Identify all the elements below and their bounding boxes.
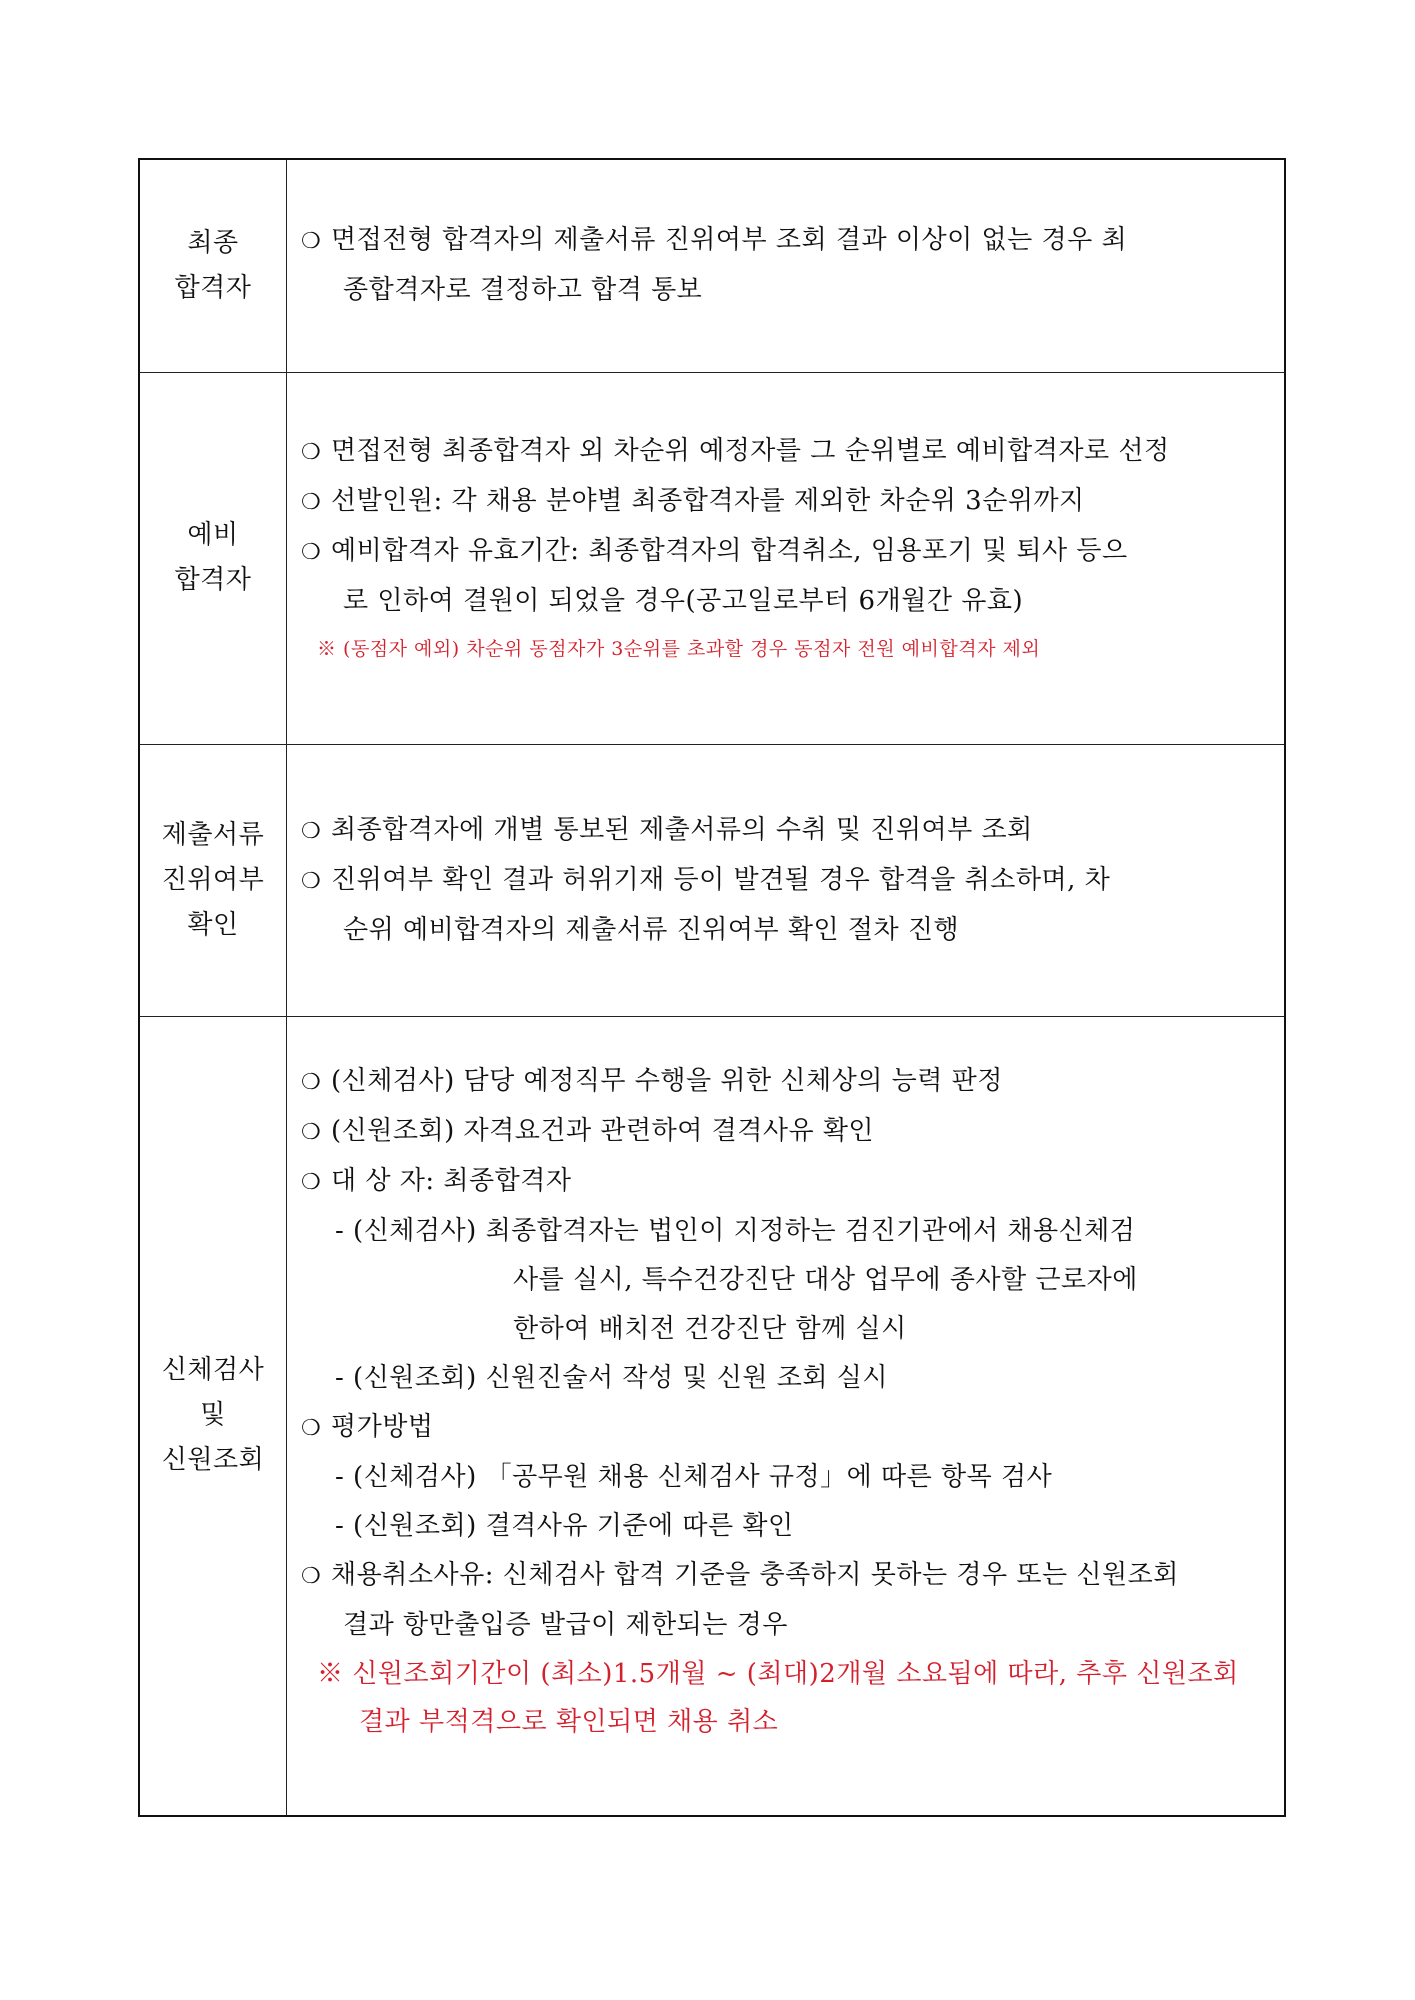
note-text: ※ (동점자 예외) 차순위 동점자가 3순위를 초과할 경우 동점자 전원 예비합격자 제외: [317, 637, 1041, 660]
text: 면접전형 합격자의 제출서류 진위여부 조회 결과 이상이 없는 경우 최: [331, 225, 1128, 256]
bullet-icon: ❍: [301, 1170, 322, 1196]
text: 평가방법: [331, 1412, 434, 1443]
row-label-document-check: [139, 744, 287, 1016]
bullet-icon: ❍: [301, 1070, 322, 1096]
label-line: 신체검사: [161, 1355, 265, 1386]
bullet-icon: ❍: [301, 1564, 322, 1590]
row-content-reserve: [287, 372, 1286, 744]
bullet-icon: ❍: [301, 539, 322, 565]
text: - (신원조회) 신원진술서 작성 및 신원 조회 실시: [335, 1363, 889, 1394]
text: 대 상 자: 최종합격자: [331, 1166, 572, 1197]
text: 최종합격자에 개별 통보된 제출서류의 수취 및 진위여부 조회: [331, 814, 1033, 845]
bullet-line: [301, 216, 1270, 266]
row-content-final: [287, 159, 1286, 372]
selection-process-table: [138, 158, 1286, 1817]
table-row: [139, 159, 1285, 372]
bullet-icon: ❍: [301, 868, 322, 894]
label-line: 예비: [187, 520, 239, 550]
text: 채용취소사유: 신체검사 합격 기준을 충족하지 못하는 경우 또는 신원조회: [331, 1560, 1179, 1591]
bullet-icon: ❍: [301, 229, 322, 255]
label-line: 최종: [187, 227, 239, 258]
text: 종합격자로 결정하고 합격 통보: [343, 275, 703, 306]
bullet-icon: ❍: [301, 489, 322, 515]
bullet-icon: ❍: [301, 439, 322, 465]
note-text: 결과 부적격으로 확인되면 채용 취소: [359, 1707, 779, 1738]
table-row: [139, 372, 1285, 744]
label-line: 합격자: [174, 565, 252, 595]
label-line: 확인: [187, 909, 239, 940]
table-row: [139, 1016, 1285, 1816]
text: (신원조회) 자격요건과 관련하여 결격사유 확인: [331, 1116, 875, 1147]
note-text: ※ 신원조회기간이 (최소)1.5개월 ~ (최대)2개월 소요됨에 따라, 추후 신원조회: [317, 1659, 1239, 1690]
text: 예비합격자 유효기간: 최종합격자의 합격취소, 임용포기 및 퇴사 등으: [331, 535, 1128, 566]
label-line: 제출서류: [161, 819, 265, 850]
row-content-health-background: [287, 1016, 1286, 1816]
row-label-reserve: [139, 372, 287, 744]
label-line: 합격자: [174, 272, 252, 303]
label-line: 및: [200, 1400, 226, 1431]
text: - (신체검사) 「공무원 채용 신체검사 규정」에 따른 항목 검사: [335, 1462, 1053, 1493]
text: 면접전형 최종합격자 외 차순위 예정자를 그 순위별로 예비합격자로 선정: [331, 435, 1170, 466]
text: 선발인원: 각 채용 분야별 최종합격자를 제외한 차순위 3순위까지: [331, 485, 1085, 516]
text: (신체검사) 담당 예정직무 수행을 위한 신체상의 능력 판정: [331, 1066, 1003, 1097]
row-content-document-check: [287, 744, 1286, 1016]
label-line: 신원조회: [161, 1445, 265, 1476]
label-line: 진위여부: [161, 864, 265, 895]
bullet-icon: ❍: [301, 818, 322, 844]
row-label-final: [139, 159, 287, 372]
text: 사를 실시, 특수건강진단 대상 업무에 종사할 근로자에: [513, 1265, 1138, 1296]
bullet-icon: ❍: [301, 1416, 322, 1442]
table-row: [139, 744, 1285, 1016]
text: 로 인하여 결원이 되었을 경우(공고일로부터 6개월간 유효): [343, 585, 1024, 616]
text: 결과 항만출입증 발급이 제한되는 경우: [343, 1610, 788, 1641]
text: 순위 예비합격자의 제출서류 진위여부 확인 절차 진행: [343, 914, 960, 945]
row-label-health-background: [139, 1016, 287, 1816]
text: 진위여부 확인 결과 허위기재 등이 발견될 경우 합격을 취소하며, 차: [331, 864, 1111, 895]
bullet-icon: ❍: [301, 1120, 322, 1146]
text: - (신원조회) 결격사유 기준에 따른 확인: [335, 1511, 794, 1542]
text: 한하여 배치전 건강진단 함께 실시: [513, 1314, 907, 1345]
text: - (신체검사) 최종합격자는 법인이 지정하는 검진기관에서 채용신체검: [335, 1216, 1136, 1247]
